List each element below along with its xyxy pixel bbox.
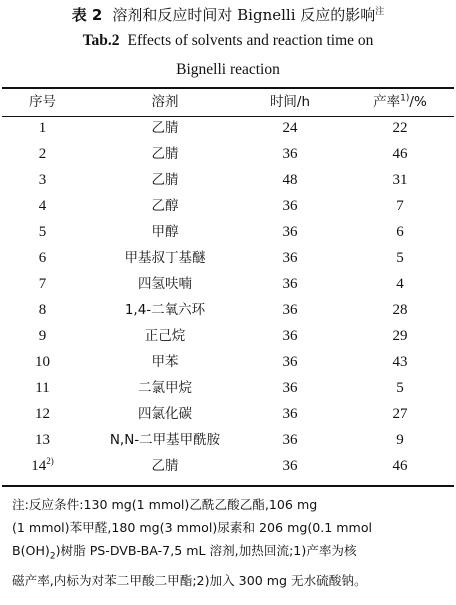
time-cell: 36 — [282, 406, 298, 422]
header-time: 时间/h — [269, 94, 311, 110]
time-cell: 36 — [282, 250, 298, 266]
header-yield-suffix: /% — [409, 94, 427, 110]
row-number — [10, 274, 75, 294]
yield-cell: 46 — [392, 146, 408, 162]
time-cell: 48 — [282, 172, 298, 188]
table-title-english-line1 — [0, 31, 456, 51]
time-cell: 36 — [282, 432, 298, 448]
solvent-cell: 四氢呋喃 — [138, 276, 192, 292]
time-cell: 36 — [282, 224, 298, 240]
table-bottom-rule — [2, 485, 454, 487]
time-cell: 36 — [282, 354, 298, 370]
yield-cell: 5 — [396, 250, 404, 266]
solvent-cell: 甲苯 — [151, 354, 179, 370]
yield-cell: 43 — [392, 354, 408, 370]
row-number — [10, 404, 75, 424]
table-footnote — [12, 493, 448, 592]
row-number — [10, 170, 75, 190]
footnote-line-2: (1 mmol)苯甲醛,180 mg(3 mmol)尿素和 206 mg(0.1 mmol — [12, 520, 373, 535]
row-number-text: 14 — [31, 458, 47, 474]
time-cell: 36 — [282, 198, 298, 214]
row-number — [10, 326, 75, 346]
yield-cell: 31 — [392, 172, 408, 188]
row-number-text: 3 — [38, 172, 47, 188]
yield-cell: 27 — [392, 406, 408, 422]
yield-cell: 9 — [396, 432, 404, 448]
yield-cell: 4 — [396, 276, 404, 292]
table-header-rule — [2, 116, 454, 117]
solvent-cell: 正己烷 — [144, 328, 186, 344]
row-number-text: 8 — [38, 302, 47, 318]
time-cell: 36 — [282, 458, 298, 474]
yield-cell: 22 — [392, 120, 408, 136]
row-number-text: 1 — [38, 120, 47, 136]
time-cell: 36 — [282, 302, 298, 318]
footnote-line-4: 磁产率,内标为对苯二甲酸二甲酯;2)加入 300 mg 无水硫酸钠。 — [12, 572, 367, 588]
row-number-text: 13 — [35, 432, 50, 448]
solvent-cell: 乙腈 — [151, 458, 179, 474]
row-number — [10, 196, 75, 216]
solvent-cell: 二氯甲烷 — [138, 380, 192, 396]
yield-cell: 46 — [392, 458, 408, 474]
header-solvent: 溶剂 — [151, 94, 179, 110]
title-note-mark: 注 — [375, 7, 385, 17]
row-number — [10, 352, 75, 372]
solvent-cell: 甲醇 — [151, 224, 179, 240]
yield-cell: 5 — [396, 380, 404, 396]
table-title-chinese — [0, 2, 456, 25]
footnote-line-3-end: )树脂 PS-DVB-BA-7,5 mL 溶剂,加热回流;1)产率为核 — [55, 543, 357, 558]
yield-cell: 28 — [392, 302, 408, 318]
row-number — [10, 456, 75, 476]
table-label-english: Tab.2 — [82, 32, 120, 49]
time-cell: 36 — [282, 146, 298, 162]
solvent-cell: 乙腈 — [151, 146, 179, 162]
header-yield-prefix: 产率 — [373, 94, 401, 110]
header-no: 序号 — [29, 94, 56, 110]
yield-cell: 29 — [392, 328, 408, 344]
solvent-cell: 乙醇 — [151, 198, 179, 214]
footnote-line-3 — [12, 539, 448, 569]
time-cell: 36 — [282, 380, 298, 396]
solvent-cell: 乙腈 — [151, 120, 179, 136]
solvent-cell: 乙腈 — [151, 172, 179, 188]
row-number-text: 4 — [38, 198, 47, 214]
yield-cell: 7 — [396, 198, 404, 214]
row-number — [10, 300, 75, 320]
row-number-text: 10 — [35, 354, 50, 370]
yield-cell: 6 — [396, 224, 404, 240]
header-yield-note-mark: 1) — [400, 93, 410, 104]
footnote-line-1: 注:反应条件:130 mg(1 mmol)乙酰乙酸乙酯,106 mg — [12, 497, 318, 512]
row-number-text: 11 — [35, 380, 50, 396]
row-note-mark: 2) — [46, 456, 54, 466]
row-number — [10, 378, 75, 398]
row-number — [10, 118, 75, 138]
time-cell: 24 — [282, 120, 298, 136]
solvent-cell: 四氯化碳 — [138, 406, 192, 422]
table-title-english-line2: Bignelli reaction — [176, 61, 280, 78]
time-cell: 36 — [282, 328, 298, 344]
row-number-text: 12 — [35, 406, 50, 422]
table-label-chinese: 表 2 — [71, 6, 103, 24]
footnote-subscript: 2 — [49, 551, 56, 562]
header-yield — [345, 92, 455, 112]
table-title-english-text: Effects of solvents and reaction time on — [127, 32, 374, 49]
solvent-cell: 甲基叔丁基醚 — [124, 250, 206, 266]
row-number-text: 2 — [38, 146, 47, 162]
row-number-text: 9 — [38, 328, 47, 344]
time-cell: 36 — [282, 276, 298, 292]
row-number — [10, 248, 75, 268]
row-number-text: 6 — [38, 250, 47, 266]
row-number-text: 5 — [38, 224, 47, 240]
row-number — [10, 222, 75, 242]
row-number — [10, 430, 75, 450]
solvent-cell: N,N-二甲基甲酰胺 — [109, 432, 221, 448]
table-top-rule — [2, 87, 454, 89]
table-title-chinese-text: 溶剂和反应时间对 Bignelli 反应的影响 — [112, 6, 376, 24]
solvent-cell: 1,4-二氧六环 — [124, 302, 206, 318]
footnote-line-3-start: B(OH) — [12, 543, 50, 558]
row-number — [10, 144, 75, 164]
row-number-text: 7 — [38, 276, 47, 292]
